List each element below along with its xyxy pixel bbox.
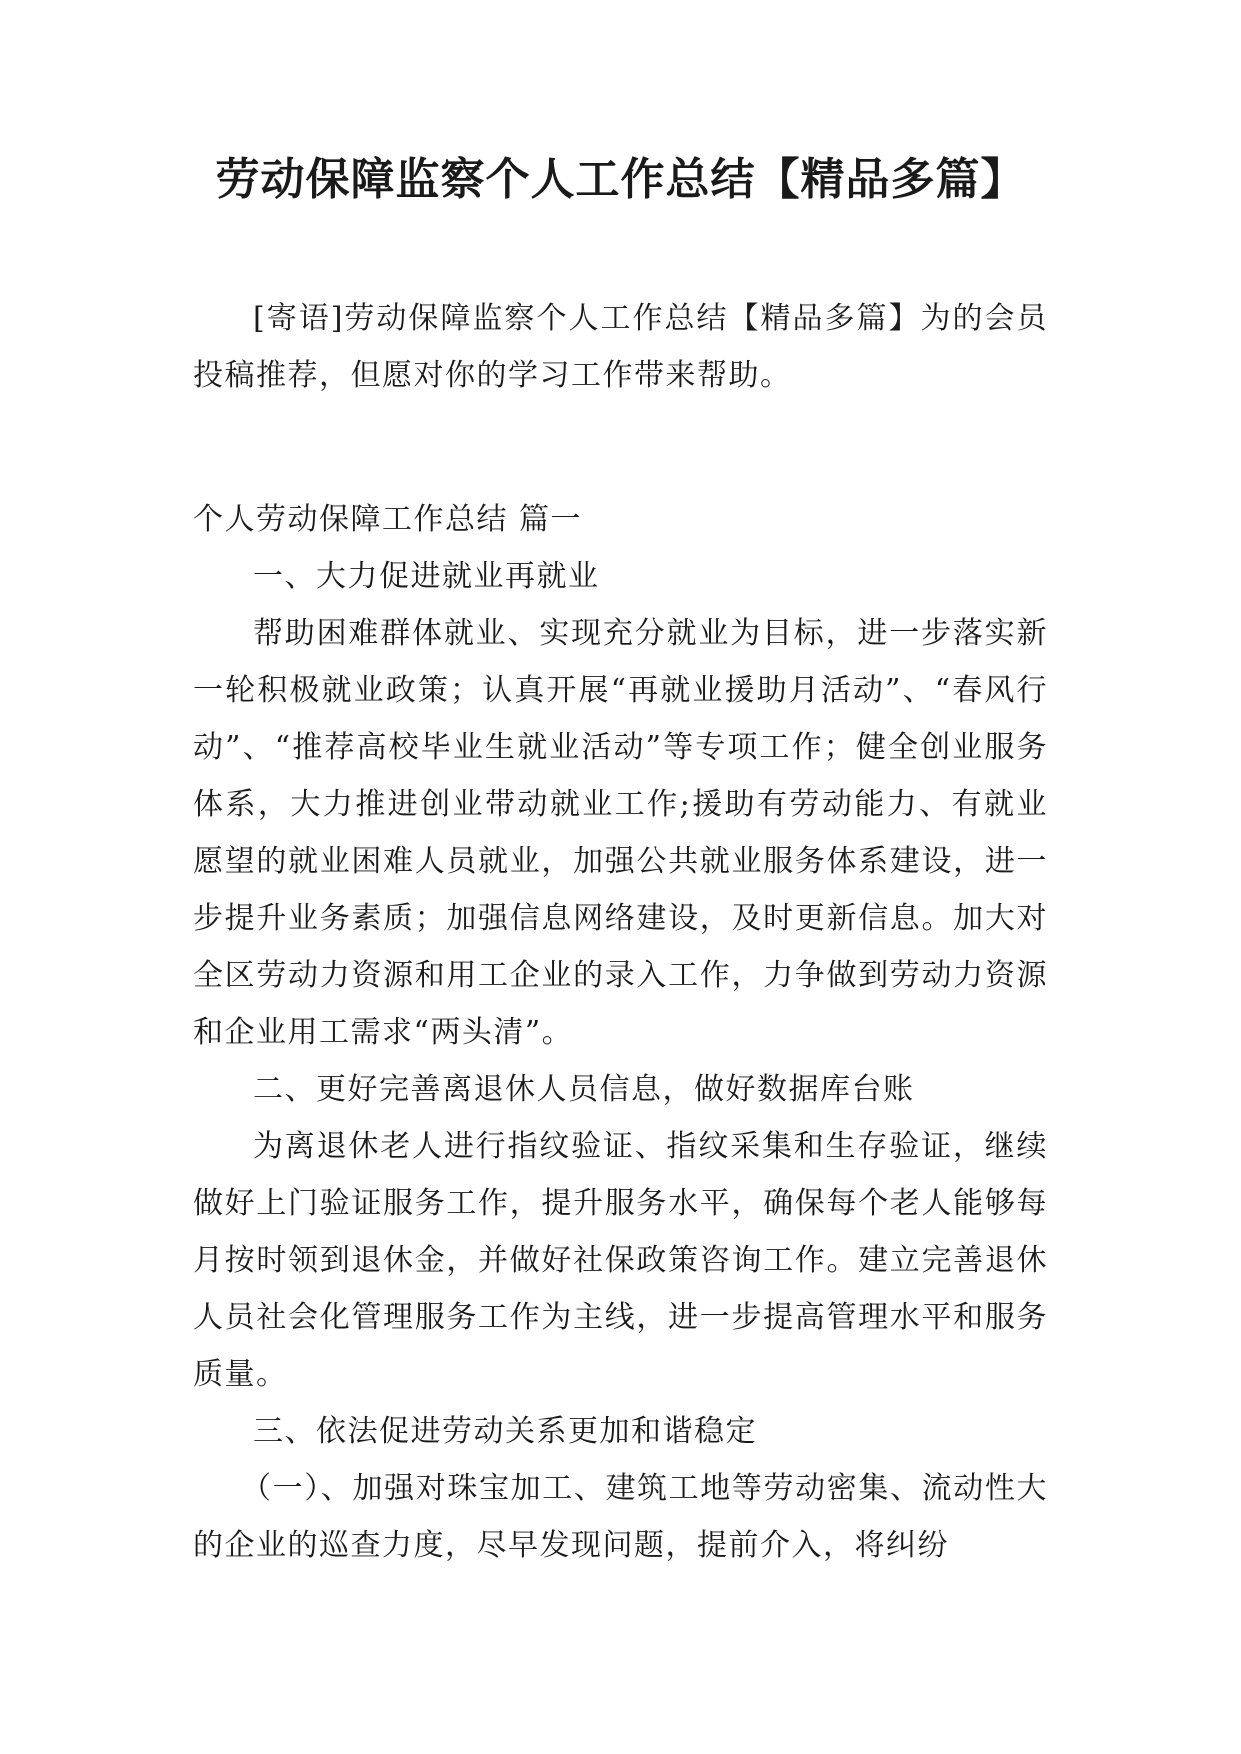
intro-paragraph: [寄语]劳动保障监察个人工作总结【精品多篇】为的会员投稿推荐，但愿对你的学习工作带来帮助。	[193, 301, 1048, 393]
section-heading-3: 三、依法促进劳动关系更加和谐稳定	[253, 1414, 757, 1449]
spacer	[193, 404, 1048, 491]
section-heading-2: 二、更好完善离退休人员信息，做好数据库台账	[253, 1072, 915, 1107]
paragraph-1: 帮助困难群体就业、实现充分就业为目标，进一步落实新一轮积极就业政策；认真开展“再就业援助月活动”、“春风行动”、“推荐高校毕业生就业活动”等专项工作；健全创业服务体系，大力推进创业带动就业工作;援助有劳动能力、有就业愿望的就业困难人员就业，加强公共就业服务体系建设，进一步提升业务素质；加强信息网络建设，及时更新信息。加大对全区劳动力资源和用工企业的录入工作，力争做到劳动力资源和企业用工需求“两头清”。	[193, 616, 1048, 1050]
paragraph-2: 为离退休老人进行指纹验证、指纹采集和生存验证，继续做好上门验证服务工作，提升服务水平，确保每个老人能够每月按时领到退休金，并做好社保政策咨询工作。建立完善退休人员社会化管理服务工作为主线，进一步提高管理水平和服务质量。	[193, 1129, 1048, 1392]
section-heading-1: 一、大力促进就业再就业	[253, 559, 600, 594]
paragraph-3: （一）、加强对珠宝加工、建筑工地等劳动密集、流动性大的企业的巡查力度，尽早发现问题，提前介入，将纠纷	[193, 1471, 1048, 1563]
document-body	[193, 290, 1048, 1574]
article-heading: 个人劳动保障工作总结 篇一	[193, 502, 583, 537]
document-title: 劳动保障监察个人工作总结【精品多篇】	[215, 154, 1026, 205]
